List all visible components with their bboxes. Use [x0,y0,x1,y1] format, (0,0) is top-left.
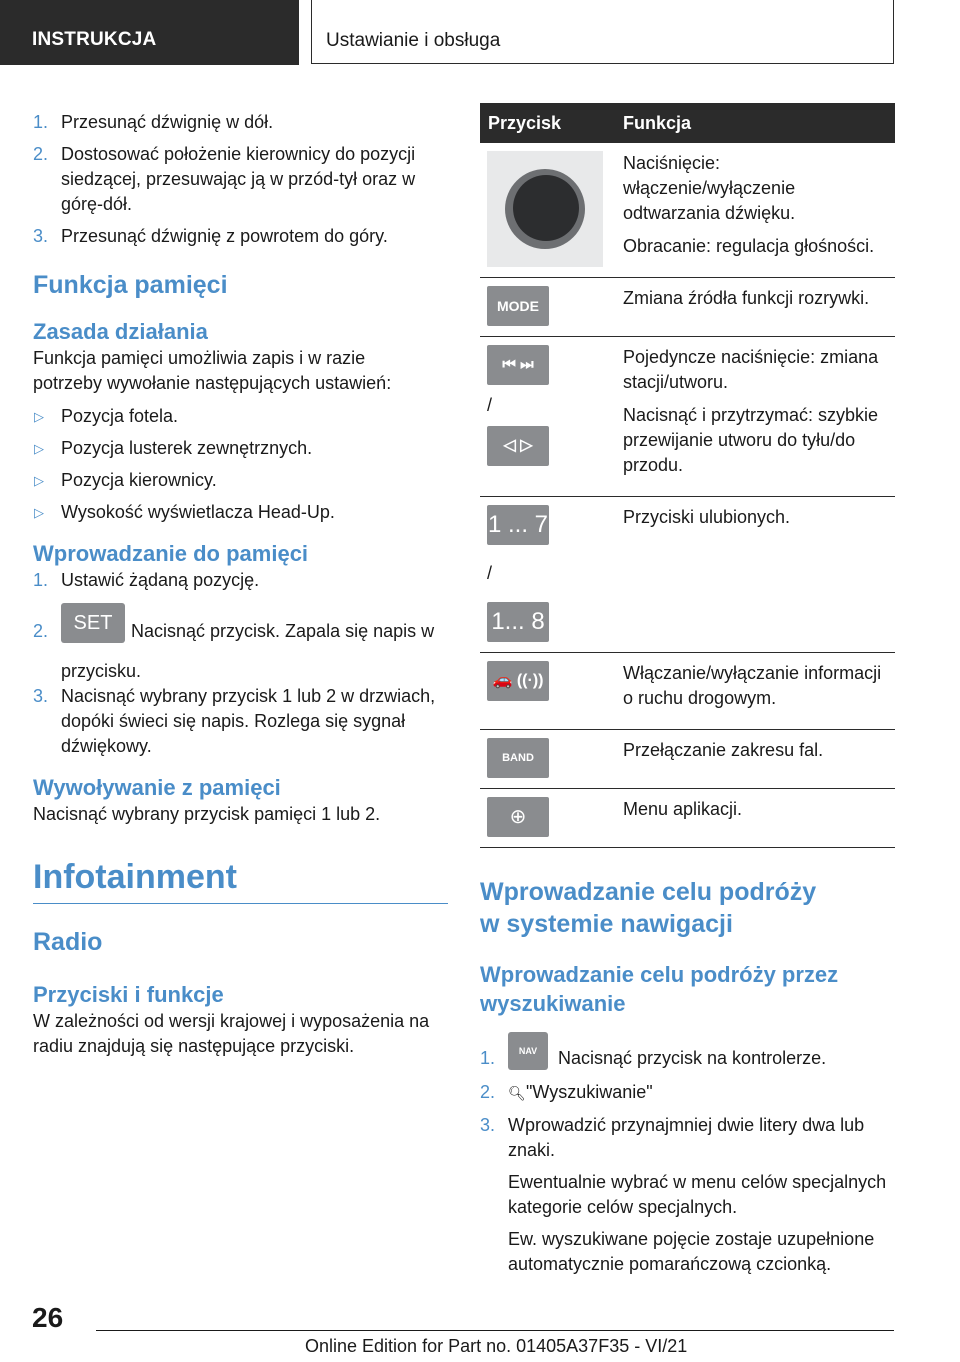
set-button-icon: SET [61,603,125,643]
step-number: 1. [33,112,49,132]
header-chapter-label: Ustawianie i obsługa [326,30,501,51]
infotainment-heading-block [33,857,448,904]
table-row [480,730,895,789]
step-text: Nacisnąć przycisk na kontrolerze. [558,1048,827,1068]
button-image-cell [480,143,615,278]
triangle-bullet-icon: ▷ [34,473,44,488]
table-row [480,653,895,730]
step-text: Wprowadzić przynajmniej dwie litery dwa lub znaki. [508,1115,865,1160]
principle-item [33,468,448,493]
separator: / [487,395,493,415]
function-cell [615,337,895,497]
step-number: 3. [480,1115,496,1135]
buttons-functions-text: W zależności od wersji krajowej i wyposażenia na radiu znajdują się następujące przyciski. [33,1011,430,1056]
step-number: 1. [33,570,49,590]
triangle-bullet-icon: ▷ [34,409,44,424]
button-image-cell [480,653,615,730]
button-image-cell [480,337,615,497]
memory-function-heading: Funkcja pamięci [33,271,228,299]
favorite-buttons-alt-icon: 1... 8 [487,602,549,642]
search-destination-heading: Wprowadzanie celu podróży przez wyszukiwanie [480,962,839,1016]
table-row [480,143,895,278]
step-text: Nacisnąć przycisk. Zapala się napis w przycisku. [61,621,435,681]
store-step-1 [33,568,448,593]
right-column [480,103,895,1277]
step-number: 1. [480,1048,496,1068]
nav-step-2 [480,1080,895,1106]
favorite-buttons-icon: 1 ... 7 [487,505,549,545]
function-text: Przyciski ulubionych. [623,507,791,527]
step-number: 2. [480,1082,496,1102]
separator: / [487,563,493,583]
recall-text: Nacisnąć wybrany przycisk pamięci 1 lub 2. [33,804,381,824]
steering-step-2 [33,142,446,217]
radio-heading: Radio [33,928,103,956]
left-column [33,110,448,1059]
store-memory-heading: Wprowadzanie do pamięci [33,541,309,566]
header-section-tab [0,0,299,65]
function-text: Pojedyncze naciśnięcie: zmiana stacji/utworu. [623,347,879,392]
search-icon: 🔍︎ [508,1085,526,1101]
function-text: Przełączanie zakresu fal. [623,740,824,760]
function-text: Nacisnąć i przytrzymać: szybkie przewijanie utworu do tyłu/do przodu. [623,405,879,475]
step-text: "Wyszukiwanie" [526,1082,653,1102]
buttons-functions-heading: Przyciski i funkcje [33,982,224,1007]
nav-step-1 [480,1032,895,1070]
function-text: Włączanie/wyłączanie informacji o ruchu drogowym. [623,663,882,708]
header-chapter-tab [311,0,894,64]
function-text: Obracanie: regulacja głośności. [623,236,875,256]
principle-item [33,436,448,461]
edition-footer: Online Edition for Part no. 01405A37F35 - VI/21 [305,1336,688,1356]
step-text: Dostosować położenie kierownicy do pozycji siedzącej, przesuwając ją w przód-tył oraz w górę-dół. [61,144,416,214]
infotainment-heading: Infotainment [33,858,237,896]
function-text: Naciśnięcie: włączenie/wyłączenie odtwarzania dźwięku. [623,153,796,223]
button-image-cell [480,789,615,848]
function-text: Zmiana źródła funkcji rozrywki. [623,288,870,308]
page-number: 26 [32,1302,64,1333]
item-text: Pozycja kierownicy. [61,470,217,490]
steering-step-3 [33,224,448,249]
nav-note-2: Ew. wyszukiwane pojęcie zostaje uzupełnione automatycznie pomarańczową czcionką. [508,1229,875,1274]
table-header-row [480,103,895,143]
header-section-label: INSTRUKCJA [32,29,157,50]
item-text: Pozycja fotela. [61,406,179,426]
footer-divider [96,1330,894,1331]
nav-step-3 [480,1113,893,1163]
nav-button-icon: NAV [508,1032,548,1070]
step-number: 2. [33,621,49,641]
principle-heading: Zasada działania [33,319,208,344]
step-text: Przesunąć dźwignię z powrotem do góry. [61,226,388,246]
principle-text: Funkcja pamięci umożliwia zapis i w razie potrzeby wywołanie następujących ustawień: [33,348,392,393]
steering-step-1 [33,110,448,135]
mode-button-icon: MODE [487,286,549,326]
seek-buttons-icon: ◁ ▷ [487,426,549,466]
skip-buttons-icon: ⏮ ⏭ [487,345,549,385]
column-header-function: Funkcja [615,103,895,143]
store-step-3 [33,684,446,759]
table-row [480,278,895,337]
item-text: Pozycja lusterek zewnętrznych. [61,438,313,458]
step-number: 3. [33,686,49,706]
function-cell [615,789,895,848]
function-cell [615,653,895,730]
recall-memory-heading: Wywoływanie z pamięci [33,775,281,800]
apps-button-icon: ⊕ [487,797,549,837]
button-image-cell [480,497,615,653]
volume-knob-icon [487,151,603,267]
step-number: 2. [33,144,49,164]
function-cell [615,143,895,278]
triangle-bullet-icon: ▷ [34,505,44,520]
button-image-cell [480,278,615,337]
principle-item [33,404,448,429]
principle-item [33,500,448,525]
step-text: Przesunąć dźwignię w dół. [61,112,274,132]
step-number: 3. [33,226,49,246]
function-cell [615,730,895,789]
nav-destination-heading: Wprowadzanie celu podróży w systemie nawigacji [480,878,817,938]
step-text: Nacisnąć wybrany przycisk 1 lub 2 w drzwiach, dopóki świeci się napis. Rozlega się sygnał dźwiękowy. [61,686,436,756]
radio-buttons-table [480,103,895,848]
function-text: Menu aplikacji. [623,799,743,819]
column-header-button: Przycisk [480,103,615,143]
nav-note-1: Ewentualnie wybrać w menu celów specjalnych kategorie celów specjalnych. [508,1172,887,1217]
traffic-info-button-icon: 🚗 ((·)) [487,661,549,701]
item-text: Wysokość wyświetlacza Head-Up. [61,502,335,522]
table-row [480,789,895,848]
button-image-cell [480,730,615,789]
table-row [480,337,895,497]
triangle-bullet-icon: ▷ [34,441,44,456]
step-text: Ustawić żądaną pozycję. [61,570,260,590]
function-cell [615,278,895,337]
function-cell [615,497,895,653]
store-step-2 [33,603,448,681]
table-row [480,497,895,653]
band-button-icon: BAND [487,738,549,778]
